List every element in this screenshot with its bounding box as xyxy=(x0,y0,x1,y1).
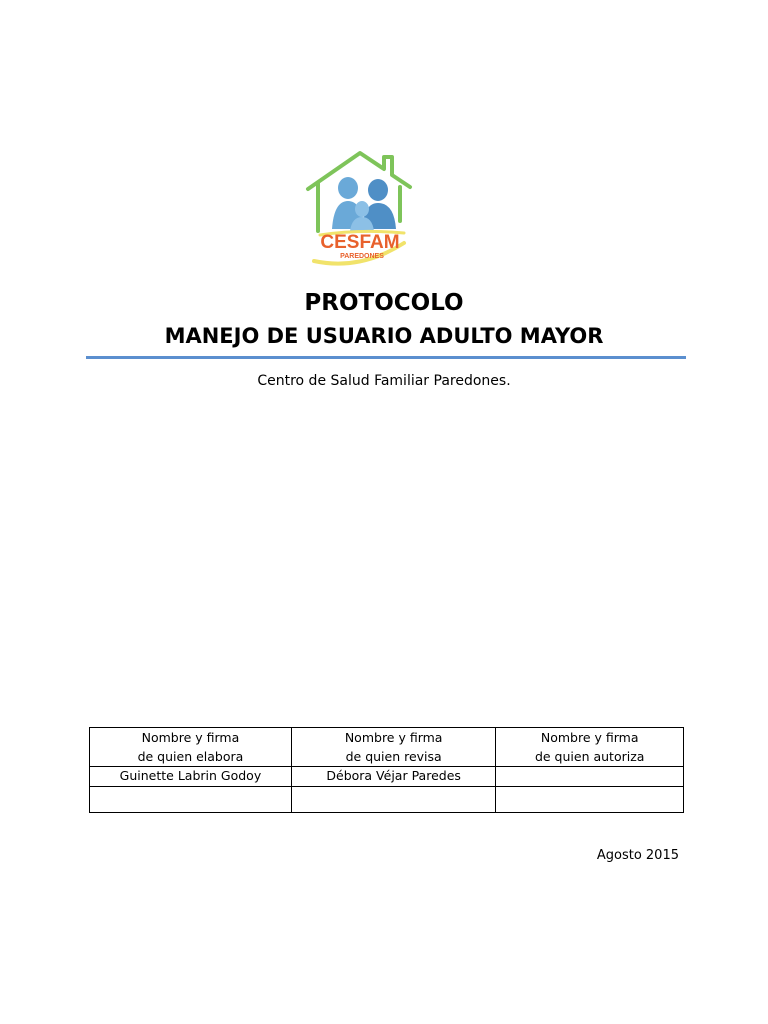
logo-name: CESFAM xyxy=(320,232,400,253)
header-line: de quien revisa xyxy=(345,749,442,764)
signature-autoriza xyxy=(496,787,684,813)
cesfam-house-family-icon xyxy=(300,143,416,273)
signature-elabora xyxy=(90,787,292,813)
document-subtitle: MANEJO DE USUARIO ADULTO MAYOR xyxy=(164,324,604,348)
signature-revisa xyxy=(291,787,496,813)
header-line: Nombre y firma xyxy=(540,730,639,745)
table-row-signatures xyxy=(90,787,684,813)
header-autoriza xyxy=(496,728,684,767)
document-title: PROTOCOLO xyxy=(304,290,464,316)
name-elabora: Guinette Labrin Godoy xyxy=(90,767,292,787)
name-autoriza xyxy=(496,767,684,787)
document-date: Agosto 2015 xyxy=(596,848,679,863)
organization-name: Centro de Salud Familiar Paredones. xyxy=(257,373,511,389)
cesfam-logo xyxy=(300,143,416,273)
header-line: de quien autoriza xyxy=(534,749,645,764)
signature-table xyxy=(89,727,684,813)
header-line: Nombre y firma xyxy=(141,730,240,745)
header-line: Nombre y firma xyxy=(344,730,443,745)
name-revisa: Débora Véjar Paredes xyxy=(291,767,496,787)
header-line: de quien elabora xyxy=(137,749,244,764)
header-elabora xyxy=(90,728,292,767)
header-revisa xyxy=(291,728,496,767)
logo-subname: PAREDONES xyxy=(340,253,384,260)
title-divider xyxy=(86,356,686,359)
table-row-headers xyxy=(90,728,684,767)
table-row-names xyxy=(90,767,684,787)
